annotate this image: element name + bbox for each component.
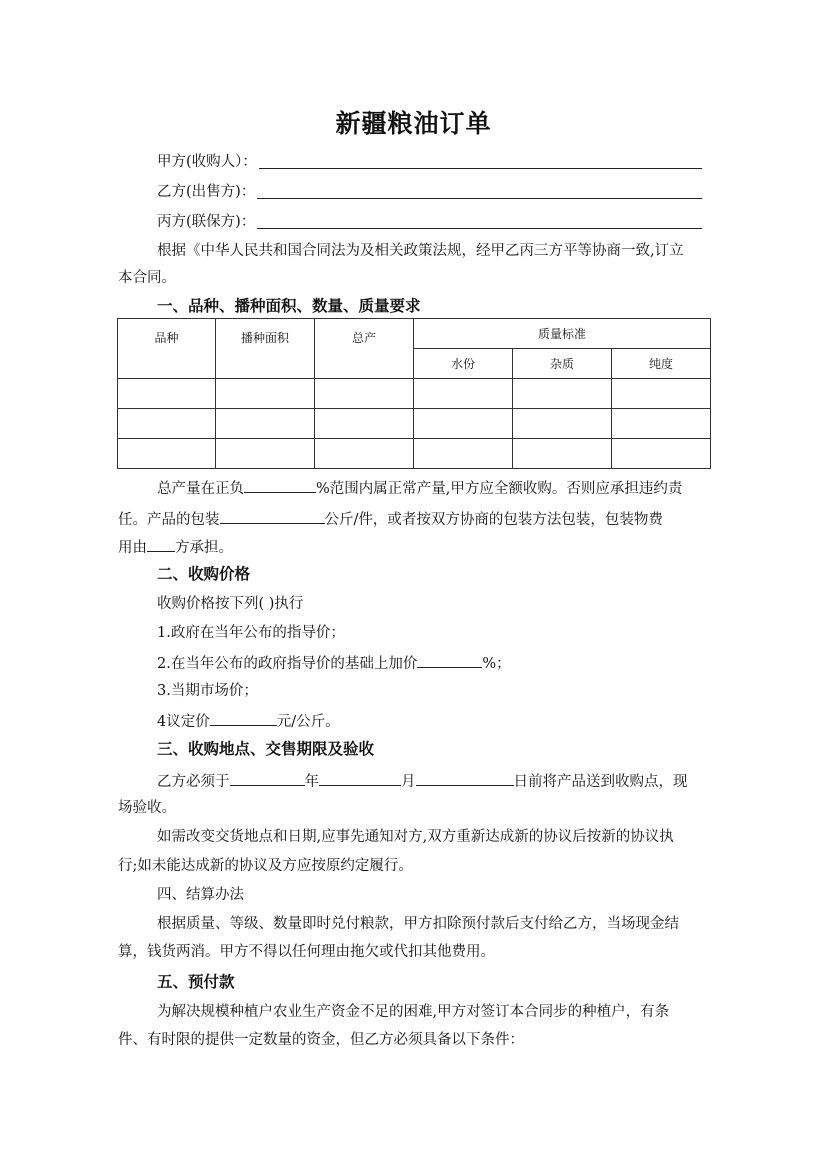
table-cell[interactable] — [118, 379, 216, 409]
header-quality: 质量标准 — [414, 319, 711, 349]
table-cell[interactable] — [118, 439, 216, 469]
delivery-text-year: 年 — [304, 774, 319, 790]
delivery-line-2: 场验收。 — [118, 800, 176, 816]
delivery-month-blank[interactable] — [319, 770, 401, 786]
cost-text-a: 用由 — [118, 540, 147, 556]
price-option-3: 3.当期市场价； — [157, 683, 258, 699]
price-option-4 — [157, 710, 340, 732]
table-cell[interactable] — [118, 409, 216, 439]
price-option-2 — [157, 652, 511, 674]
table-cell[interactable] — [216, 409, 315, 439]
delivery-line-3: 如需改变交货地点和日期,应事先通知对方,双方重新达成新的协议后按新的协议执 — [157, 829, 674, 845]
settlement-line-2: 算，钱货两消。甲方不得以任何理由拖欠或代扣其他费用。 — [118, 944, 495, 960]
cost-party-blank[interactable] — [147, 536, 175, 552]
table-row — [118, 379, 711, 409]
price-option-2-text-a: 2.在当年公布的政府指导价的基础上加价 — [157, 656, 418, 672]
page-title: 新疆粮油订单 — [335, 109, 492, 138]
package-text-b: 公斤/件，或者按双方协商的包装方法包装，包装物费 — [324, 512, 663, 528]
section1-para-1 — [157, 477, 682, 499]
markup-blank[interactable] — [417, 652, 482, 668]
table-cell[interactable] — [414, 439, 513, 469]
intro-line-2: 本合同。 — [118, 270, 176, 286]
section1-para-3 — [118, 536, 233, 558]
header-area: 播种面积 — [216, 319, 315, 379]
delivery-text-month: 月 — [401, 774, 416, 790]
table-row — [118, 409, 711, 439]
price-option-1: 1.政府在当年公布的指导价； — [157, 625, 345, 641]
section2-heading: 二、收购价格 — [157, 564, 251, 583]
section1-para-2 — [118, 508, 663, 530]
table-cell[interactable] — [414, 379, 513, 409]
yield-text-a: 总产量在正负 — [157, 481, 244, 497]
price-option-4-text-b: 元/公斤。 — [276, 714, 340, 730]
delivery-line-1 — [157, 770, 688, 792]
price-option-2-text-b: %； — [482, 656, 511, 672]
cost-text-b: 方承担。 — [175, 540, 233, 556]
party-buyer-label: 甲方(收购人）： — [157, 154, 257, 170]
party-seller-label: 乙方(出售方)： — [157, 184, 256, 200]
package-text-a: 任。产品的包装 — [118, 512, 220, 528]
table-cell[interactable] — [315, 439, 414, 469]
quality-table — [117, 318, 711, 469]
table-header-row — [118, 319, 711, 349]
agreed-price-blank[interactable] — [210, 710, 277, 726]
header-variety: 品种 — [118, 319, 216, 379]
delivery-text-d: 日前将产品送到收购点，现 — [513, 774, 688, 790]
party-guarantor-label: 丙方(联保方)： — [157, 214, 256, 230]
party-seller-blank[interactable] — [257, 198, 702, 199]
header-total: 总产 — [315, 319, 414, 379]
yield-range-blank[interactable] — [244, 477, 316, 493]
table-cell[interactable] — [612, 379, 711, 409]
delivery-year-blank[interactable] — [230, 770, 305, 786]
table-cell[interactable] — [513, 439, 612, 469]
advance-line-1: 为解决规模种植户农业生产资金不足的困难,甲方对签订本合同步的种植户，有条 — [157, 1004, 670, 1020]
intro-line-1: 根据《中华人民共和国合同法为及相关政策法规，经甲乙丙三方平等协商一致,订立 — [157, 243, 684, 259]
price-method-line: 收购价格按下列( )执行 — [157, 596, 304, 612]
party-buyer-blank[interactable] — [259, 168, 702, 169]
table-cell[interactable] — [612, 439, 711, 469]
table-cell[interactable] — [315, 409, 414, 439]
table-cell[interactable] — [513, 409, 612, 439]
table-cell[interactable] — [216, 439, 315, 469]
section5-heading: 五、预付款 — [157, 972, 235, 991]
table-cell[interactable] — [315, 379, 414, 409]
section1-heading: 一、品种、播种面积、数量、质量要求 — [157, 296, 421, 315]
table-cell[interactable] — [513, 379, 612, 409]
table-cell[interactable] — [612, 409, 711, 439]
yield-text-b: %范围内属正常产量,甲方应全额收购。否则应承担违约责 — [316, 481, 683, 497]
package-weight-blank[interactable] — [220, 508, 325, 524]
delivery-line-4: 行;如未能达成新的协议及方应按原约定履行。 — [118, 858, 413, 874]
party-guarantor-blank[interactable] — [257, 228, 702, 229]
table-cell[interactable] — [414, 409, 513, 439]
section3-heading: 三、收购地点、交售期限及验收 — [157, 739, 375, 758]
header-purity: 纯度 — [612, 349, 711, 379]
section4-heading: 四、结算办法 — [157, 887, 244, 903]
delivery-day-blank[interactable] — [416, 770, 514, 786]
header-moisture: 水份 — [414, 349, 513, 379]
advance-line-2: 件、有时限的提供一定数量的资金，但乙方必须具备以下条件： — [118, 1032, 524, 1048]
delivery-text-a: 乙方必须于 — [157, 774, 230, 790]
header-impurity: 杂质 — [513, 349, 612, 379]
price-option-4-text-a: 4议定价 — [157, 714, 210, 730]
settlement-line-1: 根据质量、等级、数量即时兑付粮款，甲方扣除预付款后支付给乙方，当场现金结 — [157, 916, 679, 932]
table-row — [118, 439, 711, 469]
table-cell[interactable] — [216, 379, 315, 409]
